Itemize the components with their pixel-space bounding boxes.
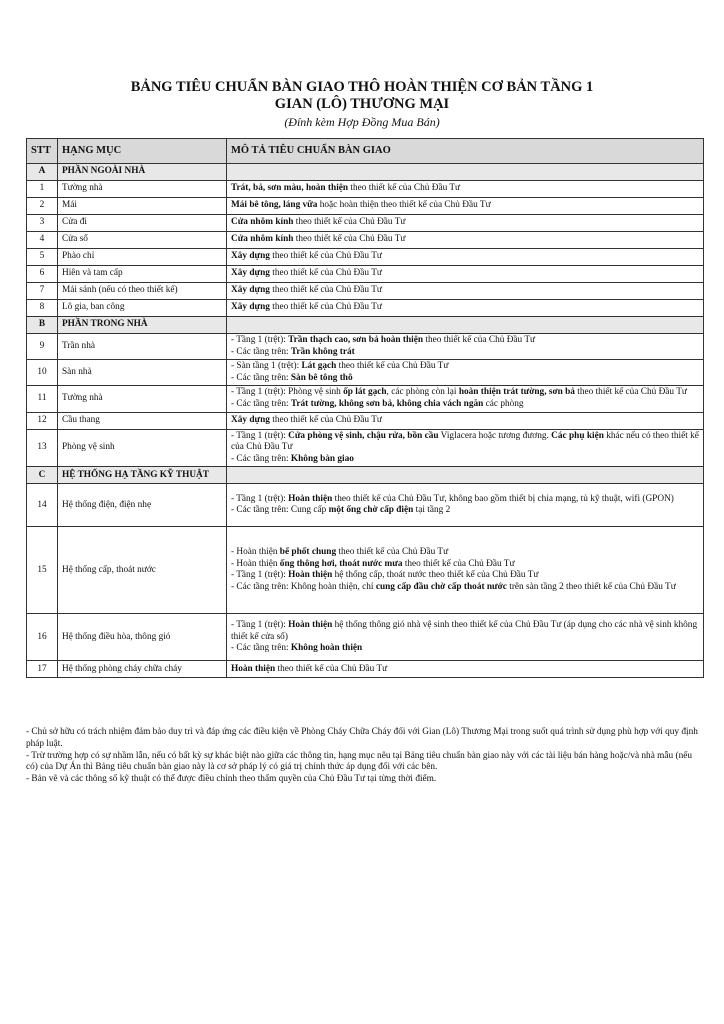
plain-text: - Tầng 1 (trệt): <box>231 619 289 630</box>
document-title-line2: GIAN (LÔ) THƯƠNG MẠI <box>274 96 450 112</box>
table-row <box>27 484 704 527</box>
plain-text: theo thiết kế của Chủ Đầu Tư <box>275 663 388 674</box>
bold-text: Sàn bê tông thô <box>290 372 353 383</box>
row-description <box>227 614 704 661</box>
row-description <box>227 300 704 317</box>
plain-text: - Tầng 1 (trệt): <box>231 570 289 581</box>
plain-text: - Các tầng trên: Không hoàn thiện, chỉ <box>231 581 376 592</box>
table-row <box>27 283 704 300</box>
footnote: - Bản vẽ và các thông số kỹ thuật có thể được điều chỉnh theo thẩm quyền của Chủ Đầu Tư tại từng thời điểm. <box>26 774 437 785</box>
plain-text: - Hoàn thiện <box>231 558 280 569</box>
plain-text: - Tầng 1 (trệt): <box>231 430 289 441</box>
bold-text: ống thông hơi, thoát nước mưa <box>279 558 403 569</box>
table-row <box>27 215 704 232</box>
section-code: A <box>27 164 58 181</box>
row-item: Lô gia, ban công <box>58 300 227 317</box>
plain-text: theo thiết kế của Chủ Đầu Tư <box>293 234 406 245</box>
row-number: 1 <box>27 181 58 198</box>
bold-text: một ống chờ cấp điện <box>328 505 414 516</box>
row-number: 2 <box>27 198 58 215</box>
row-number: 13 <box>27 429 58 467</box>
row-item: Hệ thống cấp, thoát nước <box>58 527 227 614</box>
row-item: Trần nhà <box>58 334 227 360</box>
plain-text: khác nếu có theo thiết kế của Chủ Đầu Tư <box>231 430 699 453</box>
section-code: B <box>27 317 58 334</box>
table-row <box>27 360 704 386</box>
bold-text: Mái bê tông, láng vữa <box>231 200 318 211</box>
bold-text: Hoàn thiện <box>231 663 276 674</box>
table-row <box>27 181 704 198</box>
bold-text: Cửa nhôm kính <box>231 234 294 245</box>
row-item: Hệ thống điện, điện nhẹ <box>58 484 227 527</box>
plain-text: theo thiết kế của Chủ Đầu Tư <box>269 268 382 279</box>
row-number: 7 <box>27 283 58 300</box>
plain-text: hệ thống thông gió nhà vệ sinh theo thiết kế của Chủ Đầu Tư (áp dụng cho các nhà vệ sinh không thiết kế cửa sổ) <box>231 619 698 642</box>
row-description <box>227 334 704 360</box>
bold-text: cung cấp đầu chờ cấp thoát nước <box>375 581 507 592</box>
plain-text: trên sàn tầng 2 theo thiết kế của Chủ Đầu Tư <box>506 581 676 592</box>
row-description <box>227 249 704 266</box>
table-row <box>27 661 704 678</box>
row-number: 9 <box>27 334 58 360</box>
footnote: - Chủ sở hữu có trách nhiệm đảm bảo duy trì và đáp ứng các điều kiện về Phòng Cháy Chữa Cháy đối với Gian (Lô) Thương Mại trong suốt quá trình sử dụng phù hợp với quy định pháp luật. <box>26 727 698 749</box>
table-row <box>27 614 704 661</box>
bold-text: Xây dựng <box>231 268 270 279</box>
row-number: 11 <box>27 386 58 412</box>
row-description <box>227 181 704 198</box>
plain-text: - Sàn tầng 1 (trệt): <box>231 361 302 372</box>
plain-text: các phòng <box>483 398 524 409</box>
table-header-row <box>27 139 704 164</box>
row-description <box>227 661 704 678</box>
row-description <box>227 484 704 527</box>
section-row-a <box>27 164 704 181</box>
row-item: Hệ thống điều hòa, thông gió <box>58 614 227 661</box>
plain-text: theo thiết kế của Chủ Đầu Tư <box>336 547 449 558</box>
document-title-line1: BẢNG TIÊU CHUẨN BÀN GIAO THÔ HOÀN THIỆN CƠ BẢN TẦNG 1 <box>130 79 594 95</box>
plain-text: - Tầng 1 (trệt): Phòng vệ sinh <box>231 387 344 398</box>
header-stt: STT <box>27 139 58 164</box>
plain-text: - Hoàn thiện <box>231 547 280 558</box>
bold-text: hoàn thiện trát tường, sơn bả <box>458 387 575 398</box>
plain-text: - Các tầng trên: <box>231 643 291 654</box>
plain-text: - Tầng 1 (trệt): <box>231 335 289 345</box>
plain-text: theo thiết kế của Chủ Đầu Tư <box>269 285 382 296</box>
row-description <box>227 429 704 467</box>
row-number: 14 <box>27 484 58 527</box>
plain-text: theo thiết kế của Chủ Đầu Tư <box>269 302 382 313</box>
row-item: Phào chỉ <box>58 249 227 266</box>
bold-text: Lát gạch <box>301 361 337 372</box>
row-item: Phòng vệ sinh <box>58 429 227 467</box>
plain-text: , các phòng còn lại <box>386 387 459 398</box>
table-row <box>27 266 704 283</box>
row-description <box>227 360 704 386</box>
table-row <box>27 412 704 429</box>
plain-text: - Các tầng trên: <box>231 372 291 383</box>
table-row <box>27 334 704 360</box>
row-item: Tường nhà <box>58 386 227 412</box>
row-description <box>227 386 704 412</box>
row-number: 17 <box>27 661 58 678</box>
section-code: C <box>27 467 58 484</box>
footnotes <box>26 727 704 786</box>
row-item: Mái <box>58 198 227 215</box>
bold-text: Hoàn thiện <box>288 619 333 630</box>
bold-text: Trát tường, không sơn bả, không chia vách ngăn <box>290 398 484 409</box>
row-description <box>227 527 704 614</box>
plain-text: - Các tầng trên: Cung cấp <box>231 505 329 516</box>
row-description <box>227 215 704 232</box>
plain-text: theo thiết kế của Chủ Đầu Tư <box>423 335 536 345</box>
plain-text: tại tầng 2 <box>413 505 451 516</box>
row-number: 15 <box>27 527 58 614</box>
handover-standard-table <box>26 138 704 678</box>
row-number: 16 <box>27 614 58 661</box>
row-number: 6 <box>27 266 58 283</box>
row-item: Tường nhà <box>58 181 227 198</box>
section-title: HỆ THỐNG HẠ TẦNG KỸ THUẬT <box>58 467 227 484</box>
row-description <box>227 266 704 283</box>
bold-text: Hoàn thiện <box>288 493 333 504</box>
row-description <box>227 232 704 249</box>
bold-text: Xây dựng <box>231 302 270 313</box>
section-title: PHẦN NGOÀI NHÀ <box>58 164 227 181</box>
bold-text: Trần không trát <box>290 346 355 357</box>
row-description <box>227 198 704 215</box>
bold-text: Xây dựng <box>231 285 270 296</box>
bold-text: Xây dựng <box>231 414 270 425</box>
row-number: 3 <box>27 215 58 232</box>
table-row <box>27 198 704 215</box>
plain-text: theo thiết kế của Chủ Đầu Tư <box>574 387 687 398</box>
row-number: 8 <box>27 300 58 317</box>
bold-text: ốp lát gạch <box>343 387 387 398</box>
plain-text: hệ thống cấp, thoát nước theo thiết kế của Chủ Đầu Tư <box>332 570 539 581</box>
row-item: Cửa đi <box>58 215 227 232</box>
plain-text: - Các tầng trên: <box>231 346 291 357</box>
table-row <box>27 249 704 266</box>
table-row <box>27 386 704 412</box>
plain-text: theo thiết kế của Chủ Đầu Tư <box>293 217 406 228</box>
table-row <box>27 429 704 467</box>
bold-text: Cửa nhôm kính <box>231 217 294 228</box>
plain-text: theo thiết kế của Chủ Đầu Tư <box>402 558 515 569</box>
row-number: 10 <box>27 360 58 386</box>
row-description <box>227 412 704 429</box>
bold-text: Trần thạch cao, sơn bả hoàn thiện <box>288 335 424 345</box>
row-number: 4 <box>27 232 58 249</box>
plain-text: theo thiết kế của Chủ Đầu Tư <box>269 251 382 262</box>
bold-text: Hoàn thiện <box>288 570 333 581</box>
table-row <box>27 300 704 317</box>
bold-text: Xây dựng <box>231 251 270 262</box>
footnote: - Trừ trường hợp có sự nhầm lẫn, nếu có bất kỳ sự khác biệt nào giữa các thông tin, hạng mục nêu tại Bảng tiêu chuẩn bàn giao này với các tài liệu bán hàng hoặc/và nhà mẫu (nếu có) của Dự Án thì Bảng tiêu chuẩn bàn giao này là cơ sở pháp lý có giá trị chính thức áp dụng đối với các bên. <box>26 750 693 773</box>
plain-text: theo thiết kế của Chủ Đầu Tư <box>336 361 449 372</box>
row-item: Cửa sổ <box>58 232 227 249</box>
plain-text: - Tầng 1 (trệt): <box>231 493 289 504</box>
section-row-c <box>27 467 704 484</box>
row-item: Hiên và tam cấp <box>58 266 227 283</box>
plain-text: theo thiết kế của Chủ Đầu Tư <box>348 183 461 194</box>
row-item: Mái sảnh (nếu có theo thiết kế) <box>58 283 227 300</box>
section-row-b <box>27 317 704 334</box>
plain-text: theo thiết kế của Chủ Đầu Tư, không bao gồm thiết bị chia mạng, tủ kỹ thuật, wifi (GPON) <box>332 493 674 504</box>
row-number: 12 <box>27 412 58 429</box>
header-description: MÔ TẢ TIÊU CHUẨN BÀN GIAO <box>227 139 704 164</box>
bold-text: Các phụ kiện <box>551 430 604 441</box>
plain-text: - Các tầng trên: <box>231 398 291 409</box>
section-title: PHẦN TRONG NHÀ <box>58 317 227 334</box>
bold-text: Không hoàn thiện <box>290 643 363 654</box>
row-item: Sàn nhà <box>58 360 227 386</box>
row-item: Hệ thống phòng cháy chữa cháy <box>58 661 227 678</box>
bold-text: bể phốt chung <box>279 547 337 558</box>
bold-text: Trát, bả, sơn màu, hoàn thiện <box>231 183 349 194</box>
plain-text: Viglacera hoặc tương đương. <box>438 430 552 441</box>
row-description <box>227 283 704 300</box>
bold-text: Không bàn giao <box>290 453 354 464</box>
row-item: Cầu thang <box>58 412 227 429</box>
table-row <box>27 232 704 249</box>
row-number: 5 <box>27 249 58 266</box>
plain-text: theo thiết kế của Chủ Đầu Tư <box>269 414 382 425</box>
table-row <box>27 527 704 614</box>
header-item: HẠNG MỤC <box>58 139 227 164</box>
bold-text: Cửa phòng vệ sinh, chậu rửa, bồn cầu <box>288 430 439 441</box>
plain-text: hoặc hoàn thiện theo thiết kế của Chủ Đầu Tư <box>317 200 491 211</box>
plain-text: - Các tầng trên: <box>231 453 291 464</box>
document-subtitle: (Đính kèm Hợp Đồng Mua Bán) <box>284 115 440 129</box>
